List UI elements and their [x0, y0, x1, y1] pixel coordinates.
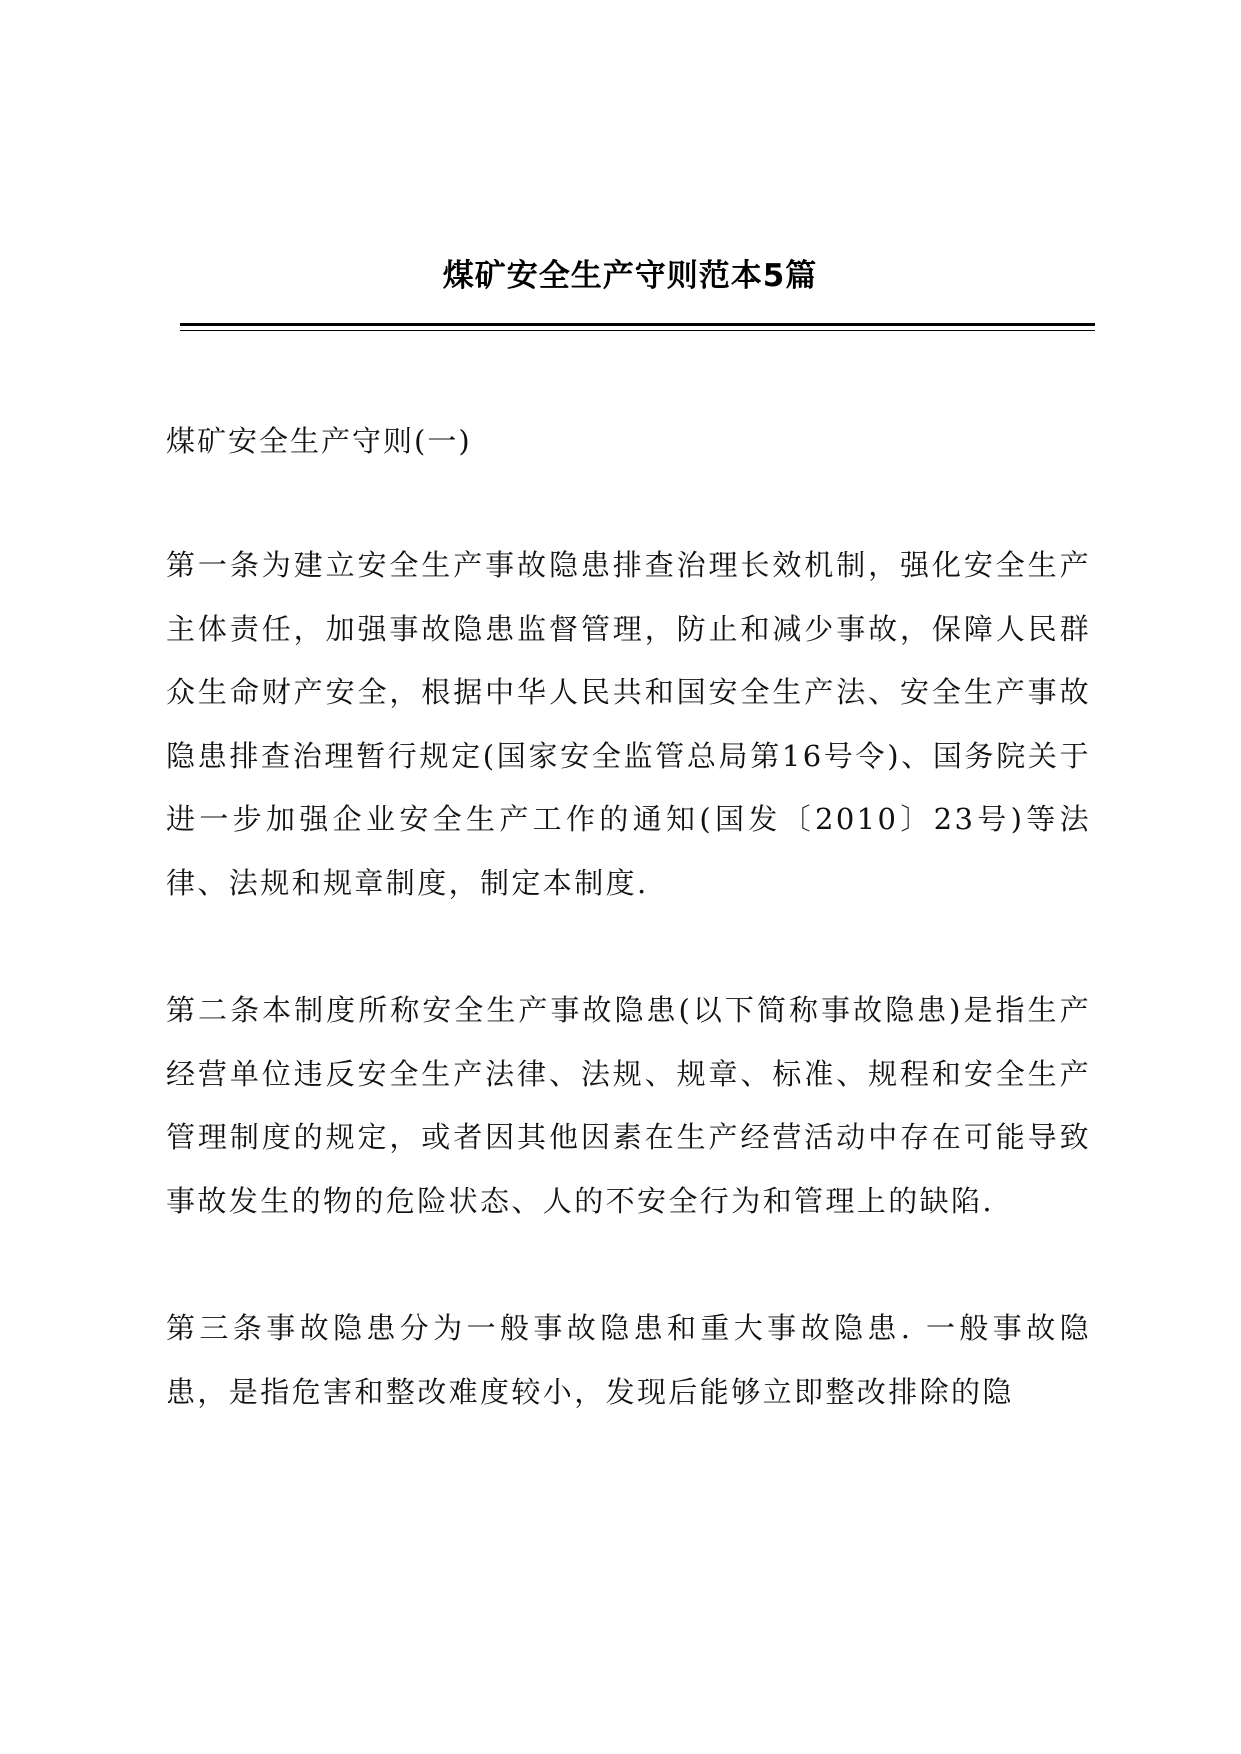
paragraph-article-3: 第三条事故隐患分为一般事故隐患和重大事故隐患. 一般事故隐患，是指危害和整改难度较小，发现后能够立即整改排除的隐 [166, 1311, 1091, 1409]
section-heading: 煤矿安全生产守则(一) [166, 424, 472, 458]
document-body [166, 412, 1091, 1424]
document-title: 煤矿安全生产守则范本5篇 [442, 258, 818, 294]
title-rule-thin [180, 330, 1095, 331]
title-rule-thick [180, 323, 1095, 326]
paragraph-article-2: 第二条本制度所称安全生产事故隐患(以下简称事故隐患)是指生产经营单位违反安全生产法律、法规、规章、标准、规程和安全生产管理制度的规定，或者因其他因素在生产经营活动中存在可能导致事故发生的物的危险状态、人的不安全行为和管理上的缺陷. [166, 993, 1091, 1218]
paragraph-article-1: 第一条为建立安全生产事故隐患排查治理长效机制，强化安全生产主体责任，加强事故隐患监督管理，防止和减少事故，保障人民群众生命财产安全，根据中华人民共和国安全生产法、安全生产事故隐患排查治理暂行规定(国家安全监管总局第16号令)、国务院关于进一步加强企业安全生产工作的通知(国发〔2010〕23号)等法律、法规和规章制度，制定本制度. [166, 548, 1091, 900]
